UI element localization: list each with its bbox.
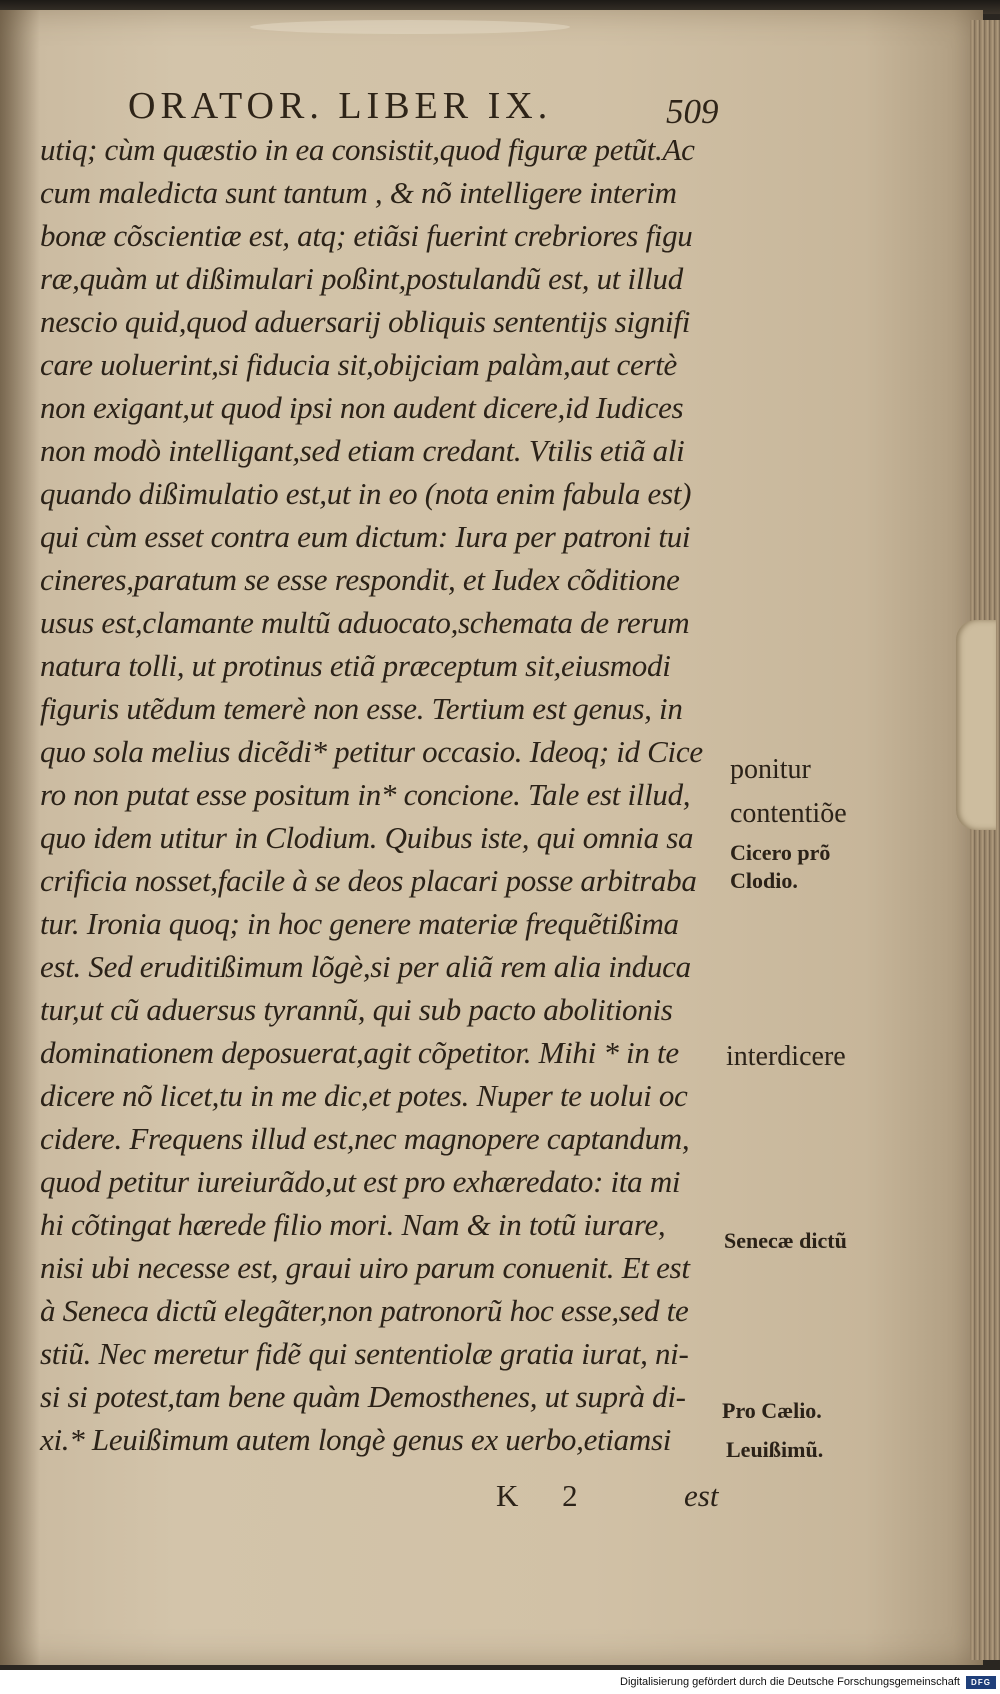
marginal-note-contentione: contentiõe [730,798,847,829]
attribution-text: Digitalisierung gefördert durch die Deutsche Forschungsgemeinschaft [620,1676,960,1688]
fore-edge-tab [956,620,996,830]
marginal-note-interdicere: interdicere [726,1041,846,1072]
fore-edge-pages [970,20,1000,1660]
text-line: quod petitur iureiurãdo,ut est pro exhæredato: ita mi [40,1164,681,1199]
text-line: tur,ut cũ aduersus tyrannũ, qui sub pacto abolitionis [40,992,673,1027]
attribution-bar [0,1670,1000,1694]
marginal-note-ponitur: ponitur [730,754,811,785]
marginal-note-senecae-dictum: Senecæ dictũ [724,1228,847,1253]
text-line: à Seneca dictũ elegãter,non patronorũ hoc esse,sed te [40,1293,689,1328]
text-line: cidere. Frequens illud est,nec magnopere captandum, [40,1121,690,1156]
text-line: ro non putat esse positum in* concione. Tale est illud, [40,777,691,812]
signature-mark: K 2 [496,1478,596,1513]
text-line: hi cõtingat hærede filio mori. Nam & in totũ iurare, [40,1207,666,1242]
marginal-note-clodio: Clodio. [730,868,798,893]
text-line: care uoluerint,si fiducia sit,obijciam palàm,aut certè [40,347,678,382]
text-line: non modò intelligant,sed etiam credant. Vtilis etiã ali [40,433,685,468]
text-line: non exigant,ut quod ipsi non audent dicere,id Iudices [40,390,684,425]
text-line: quo sola melius dicẽdi* petitur occasio. Ideoq; id Cice [40,734,703,769]
text-line: quando dißimulatio est,ut in eo (nota enim fabula est) [40,476,692,511]
marginal-notes [0,10,983,1510]
text-line: si si potest,tam bene quàm Demosthenes, ut suprà di- [40,1379,686,1414]
text-line: stiũ. Nec meretur fidẽ qui sententiolæ gratia iurat, ni- [40,1336,689,1371]
text-line: crificia nosset,facile à se deos placari posse arbitraba [40,863,697,898]
text-line: cum maledicta sunt tantum , & nõ intelligere interim [40,175,677,210]
text-line: dicere nõ licet,tu in me dic,et potes. Nuper te uolui oc [40,1078,688,1113]
page-number: 509 [666,92,719,131]
text-line: quo idem utitur in Clodium. Quibus iste, qui omnia sa [40,820,694,855]
marginal-note-cicero-pro: Cicero prõ [730,840,831,865]
dfg-logo: DFG [966,1676,996,1689]
text-line: qui cùm esset contra eum dictum: Iura per patroni tui [40,519,691,554]
text-line: dominationem deposuerat,agit cõpetitor. Mihi * in te [40,1035,679,1070]
running-head: ORATOR. LIBER IX. [128,85,553,127]
text-line: cineres,paratum se esse respondit, et Iudex cõditione [40,562,680,597]
text-line: bonæ cõscientiæ est, atq; etiãsi fuerint crebriores figu [40,218,693,253]
text-line: utiq; cùm quæstio in ea consistit,quod figuræ petũt.Ac [40,132,695,167]
marginal-note-leuissimum: Leuißimũ. [726,1437,824,1462]
text-line: natura tolli, ut protinus etiã præceptum sit,eiusmodi [40,648,671,683]
text-line: ræ,quàm ut dißimulari poßint,postulandũ est, ut illud [40,261,683,296]
catchword: est [684,1478,719,1513]
text-line: est. Sed eruditißimum lõgè,si per aliã rem alia induca [40,949,691,984]
marginal-note-pro-caelio: Pro Cælio. [722,1398,822,1423]
text-line: tur. Ironia quoq; in hoc genere materiæ frequẽtißima [40,906,679,941]
text-line: xi.* Leuißimum autem longè genus ex uerbo,etiamsi [40,1422,672,1457]
text-line: figuris utẽdum temerè non esse. Tertium est genus, in [40,691,683,726]
text-line: usus est,clamante multũ aduocato,schemata de rerum [40,605,690,640]
page-paper [0,10,983,1665]
text-line: nescio quid,quod aduersarij obliquis sententijs signifi [40,304,691,339]
text-line: nisi ubi necesse est, graui uiro parum conuenit. Et est [40,1250,690,1285]
